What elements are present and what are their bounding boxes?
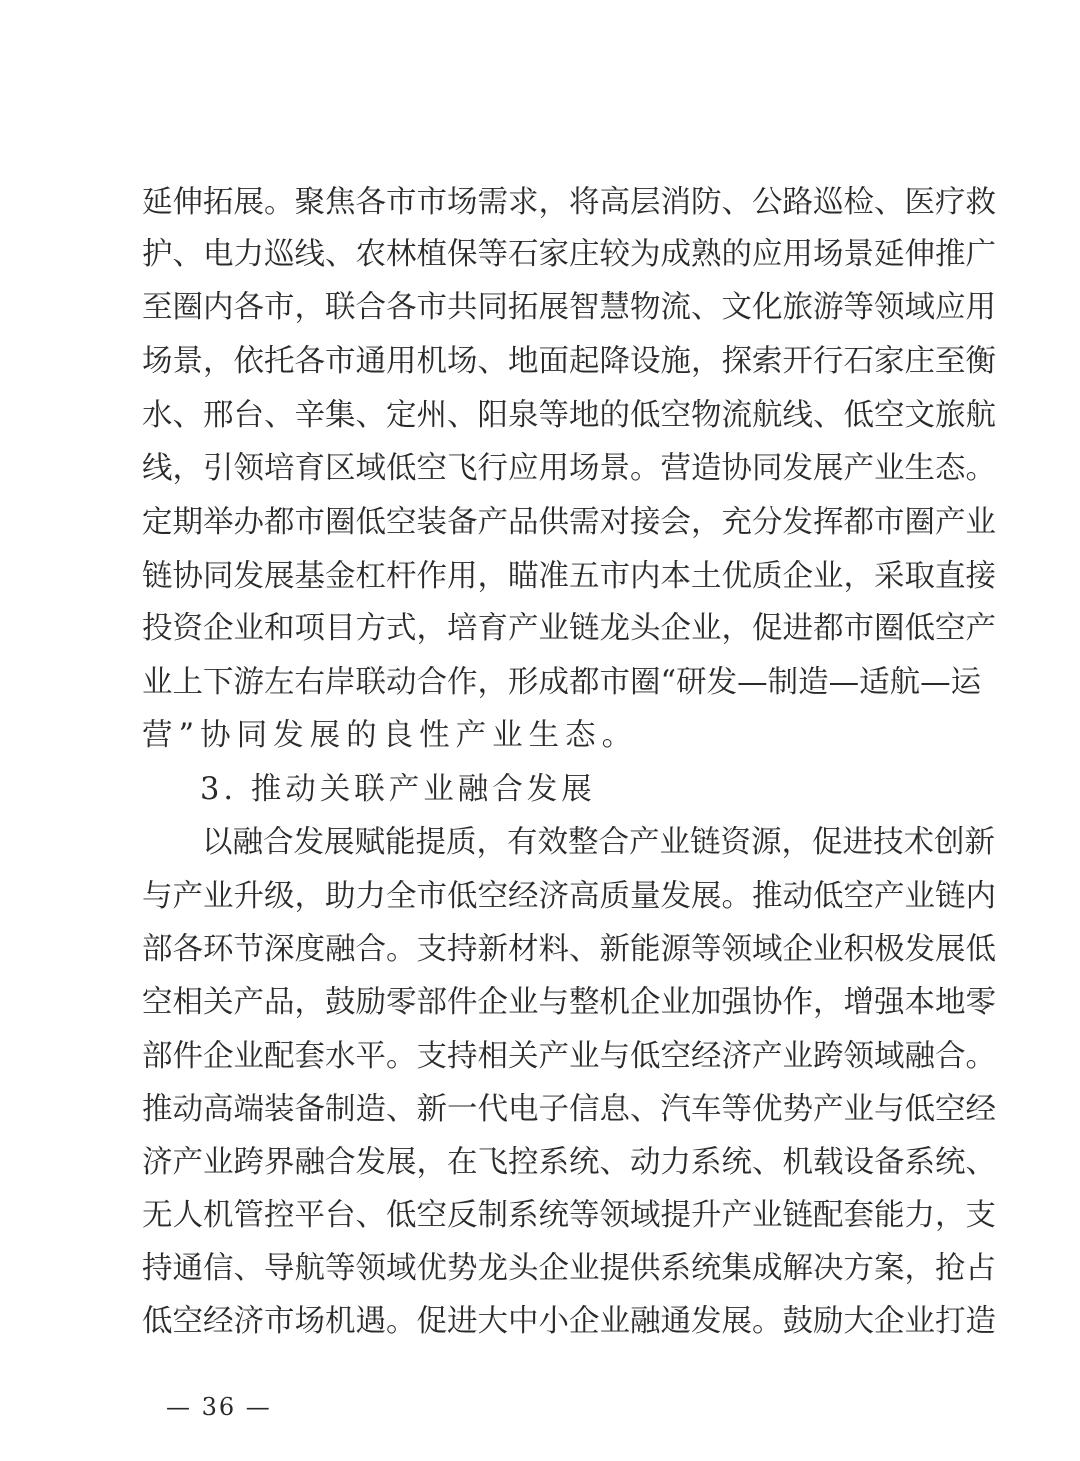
body-text-line: 空相关产品，鼓励零部件企业与整机企业加强协作，增强本地零	[142, 985, 996, 1020]
body-text-line: 以融合发展赋能提质，有效整合产业链资源，促进技术创新	[202, 825, 995, 860]
body-text-line: 与产业升级，助力全市低空经济高质量发展。推动低空产业链内	[142, 879, 996, 914]
section-heading: 3. 推动关联产业融合发展	[200, 772, 596, 807]
body-text-line: 业上下游左右岸联动合作，形成都市圈“研发—制造—适航—运	[142, 665, 982, 700]
body-text-line: 水、邢台、辛集、定州、阳泉等地的低空物流航线、低空文旅航	[142, 398, 996, 433]
body-text-line: 营”协同发展的良性产业生态。	[142, 718, 639, 753]
body-text-line: 链协同发展基金杠杆作用，瞄准五市内本土优质企业，采取直接	[142, 559, 996, 594]
body-text-line: 低空经济市场机遇。促进大中小企业融通发展。鼓励大企业打造	[142, 1304, 996, 1339]
body-text-line: 至圈内各市，联合各市共同拓展智慧物流、文化旅游等领域应用	[142, 290, 996, 325]
body-text-line: 投资企业和项目方式，培育产业链龙头企业，促进都市圈低空产	[142, 611, 996, 646]
body-text-line: 部件企业配套水平。支持相关产业与低空经济产业跨领域融合。	[142, 1039, 996, 1074]
body-text-line: 场景，依托各市通用机场、地面起降设施，探索开行石家庄至衡	[142, 344, 996, 379]
body-text-line: 济产业跨界融合发展，在飞控系统、动力系统、机载设备系统、	[142, 1145, 996, 1180]
body-text-line: 延伸拓展。聚焦各市市场需求，将高层消防、公路巡检、医疗救	[142, 185, 996, 220]
body-text-line: 部各环节深度融合。支持新材料、新能源等领域企业积极发展低	[142, 932, 996, 967]
body-text-line: 持通信、导航等领域优势龙头企业提供系统集成解决方案，抢占	[142, 1251, 996, 1286]
body-text-line: 护、电力巡线、农林植保等石家庄较为成熟的应用场景延伸推广	[142, 237, 996, 272]
body-text-line: 推动高端装备制造、新一代电子信息、汽车等优势产业与低空经	[142, 1092, 996, 1127]
body-text-line: 无人机管控平台、低空反制系统等领域提升产业链配套能力，支	[142, 1198, 996, 1233]
page-number: — 36 —	[166, 1393, 272, 1421]
body-text-line: 定期举办都市圈低空装备产品供需对接会，充分发挥都市圈产业	[142, 505, 996, 540]
body-text-line: 线，引领培育区域低空飞行应用场景。营造协同发展产业生态。	[142, 451, 996, 486]
